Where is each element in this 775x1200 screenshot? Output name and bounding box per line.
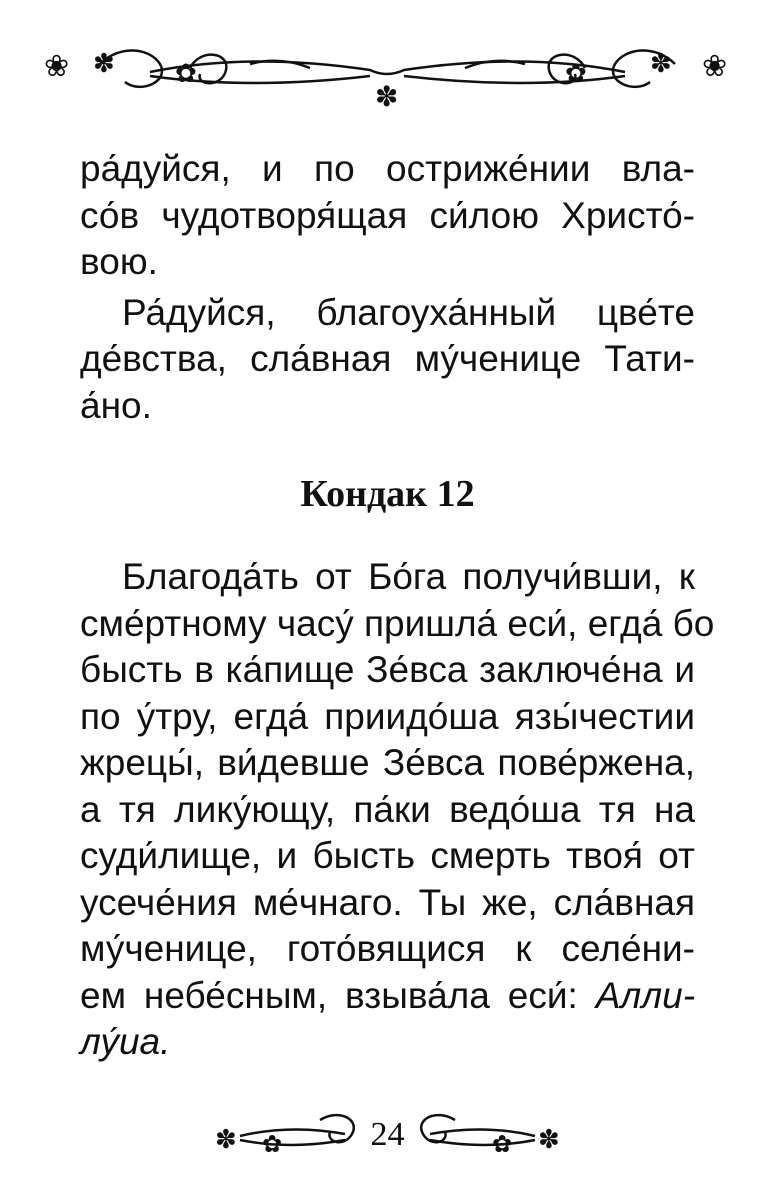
text-segment: ем небе́сным, взыва́ла еси́:	[80, 974, 578, 1016]
text-line: усече́ния ме́чнаго. Ты же, сла́вная	[80, 881, 695, 923]
page-number: 24	[370, 1116, 405, 1153]
text-line-with-italic	[80, 973, 695, 1020]
text-line: а́но.	[80, 384, 152, 426]
text-line: сме́ртному часу́ пришла́ еси́, егда́ бо	[80, 602, 715, 644]
text-line: по у́тру, егда́ приидо́ша язы́честии	[80, 695, 695, 737]
text-line: Благода́ть от Бо́га получи́вши, к	[122, 556, 695, 597]
upper-text	[80, 146, 695, 429]
flower-icon: ✿	[175, 59, 197, 89]
section-heading: Кондак 12	[300, 473, 475, 515]
text-line: бысть в ка́пище Зе́вса заключе́на и	[80, 649, 695, 690]
flower-icon: ✽	[375, 80, 399, 113]
text-line: со́в чудотворя́щая си́лою Христо́-	[80, 194, 695, 236]
text-line: суди́лище, и бысть смерть твоя́ от	[80, 835, 695, 876]
flower-icon: ✿	[492, 1130, 513, 1158]
kontak-text	[80, 554, 715, 1066]
text-line: лу́иа.	[80, 1021, 171, 1062]
text-line: му́ченице, гото́вящися к селе́ни-	[80, 928, 695, 969]
flower-icon: ✿	[262, 1130, 283, 1158]
flower-icon: ❀	[702, 49, 728, 84]
text-line: Ра́дуйся, благоуха́нный цве́те	[122, 291, 695, 333]
flower-icon: ✽	[215, 1125, 237, 1155]
text-line: де́вства, сла́вная му́ченице Тати-	[80, 338, 695, 379]
flower-icon: ✽	[538, 1125, 560, 1155]
top-ornament	[0, 34, 775, 114]
text-line: ра́дуйся, и по остриже́нии вла-	[80, 148, 695, 189]
flower-icon: ✿	[565, 59, 587, 89]
flower-icon: ✽	[650, 49, 672, 79]
text-line: а тя лику́ющу, па́ки ведо́ша тя на	[80, 788, 695, 830]
italic-segment: Алли-	[595, 974, 696, 1016]
text-line: вою.	[80, 241, 158, 282]
flower-icon: ✽	[93, 49, 115, 79]
flower-icon: ❀	[44, 49, 70, 84]
text-line: жрецы́, ви́девше Зе́вса пове́ржена,	[80, 742, 695, 783]
